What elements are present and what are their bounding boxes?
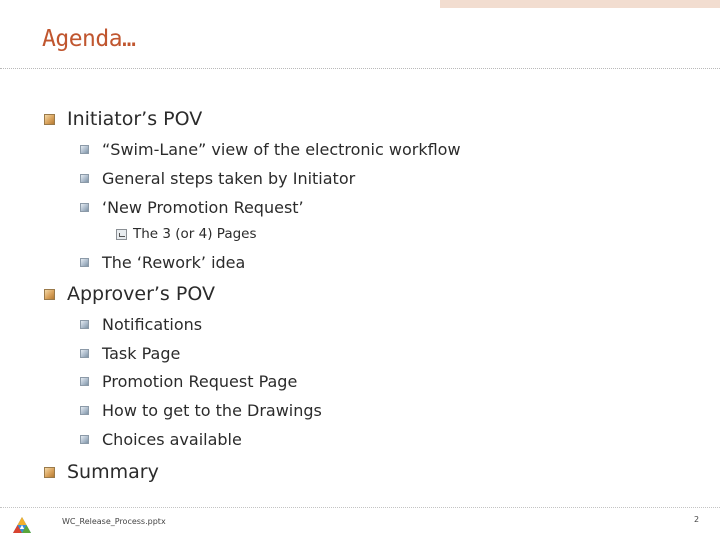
agenda-item-label: Initiator’s POV [67,108,203,130]
orange-square-bullet-icon [44,289,55,300]
agenda-subitem [80,401,322,420]
gray-square-bullet-icon [80,435,89,444]
agenda-subitem-label: ‘New Promotion Request’ [102,198,304,217]
agenda-subitem-label: Task Page [102,344,181,363]
orange-square-bullet-icon [44,467,55,478]
agenda-subitem [80,315,202,334]
agenda-subitem-label: Choices available [102,430,242,449]
gray-square-bullet-icon [80,145,89,154]
page-number: 2 [694,515,700,524]
agenda-item-label: Summary [67,461,159,483]
gray-square-bullet-icon [80,406,89,415]
company-logo-icon [12,516,32,534]
agenda-subitem [80,372,297,391]
agenda-subsubitem [116,226,257,242]
agenda-subsubitem-label: The 3 (or 4) Pages [133,226,257,242]
image-bullet-icon [116,229,127,240]
agenda-item-label: Approver’s POV [67,283,215,305]
gray-square-bullet-icon [80,203,89,212]
agenda-subitem [80,140,461,159]
agenda-item-summary [44,461,159,483]
agenda-subitem-label: “Swim-Lane” view of the electronic workflow [102,140,461,159]
agenda-subitem [80,344,180,363]
gray-square-bullet-icon [80,320,89,329]
agenda-subitem-label: General steps taken by Initiator [102,169,356,188]
agenda-subitem [80,169,355,188]
agenda-subitem-label: The ‘Rework’ idea [102,253,246,272]
agenda-subitem-label: Promotion Request Page [102,372,298,391]
agenda-item-initiator [44,108,202,130]
orange-square-bullet-icon [44,114,55,125]
agenda-subitem [80,198,304,217]
agenda-subitem-label: How to get to the Drawings [102,401,322,420]
agenda-subitem-label: Notifications [102,315,203,334]
agenda-subitem [80,253,245,272]
gray-square-bullet-icon [80,174,89,183]
gray-square-bullet-icon [80,349,89,358]
title-divider [0,68,720,69]
footer-filename: WC_Release_Process.pptx [62,517,166,526]
slide-title: Agenda… [42,26,136,52]
agenda-item-approver [44,283,215,305]
gray-square-bullet-icon [80,377,89,386]
agenda-subitem [80,430,242,449]
footer-divider [0,507,720,508]
gray-square-bullet-icon [80,258,89,267]
header-accent-bar [440,0,720,8]
